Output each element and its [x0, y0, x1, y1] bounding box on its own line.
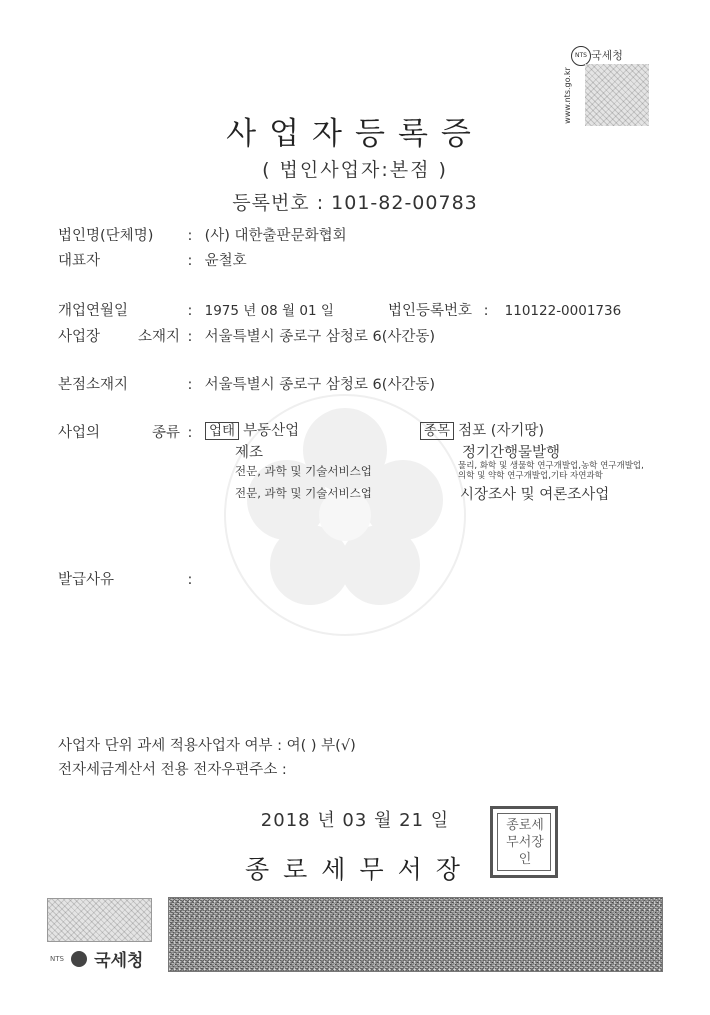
type-item-2: 제조 — [235, 445, 264, 461]
type-item-3: 전문, 과학 및 기술서비스업 — [235, 464, 372, 478]
nts-abbr: NTS — [50, 954, 64, 963]
item-2: 정기간행물발행 — [462, 445, 561, 461]
item-tag: 종목 — [420, 422, 454, 440]
nts-footer-logo — [50, 946, 143, 970]
flower-icon — [71, 951, 87, 967]
email-label: 전자세금계산서 전용 전자우편주소 : — [58, 762, 287, 778]
item-4: 의학 및 약학 연구개발업,기타 자연과학 — [458, 471, 603, 481]
type-item-4: 전문, 과학 및 기술서비스업 — [235, 486, 372, 500]
type-col — [205, 419, 299, 440]
issue-date: 2018 년 03 월 21 일 — [260, 810, 450, 831]
document-subtitle: ( 법인사업자:본점 ) — [262, 159, 448, 181]
biz-type-row: 사업의 종류 : — [58, 421, 200, 442]
official-seal — [490, 806, 558, 878]
place-row: 사업장 소재지 : 서울특별시 종로구 삼청로 6(사간동) — [58, 325, 435, 346]
tax-unit-label: 사업자 단위 과세 적용사업자 여부 : — [58, 738, 283, 754]
open-date-label: 개업연월일 — [58, 303, 129, 319]
tax-unit-value: 여( ) 부(√) — [286, 738, 356, 754]
security-pattern — [168, 897, 663, 972]
seal-text: 종로세무서장인 — [506, 818, 544, 867]
rep-label: 대표자 — [58, 253, 101, 269]
side-url: www.nts.go.kr — [562, 67, 572, 124]
biz-type-label: 사업의 종류 — [58, 425, 180, 441]
registration-number: 등록번호 : 101-82-00783 — [232, 192, 478, 214]
corp-reg-value: 110122-0001736 — [504, 303, 622, 319]
open-date-row: 개업연월일 : 1975 년 08 월 01 일 — [58, 299, 334, 320]
tax-unit-row — [58, 734, 356, 755]
corp-reg-row: 법인등록번호 : 110122-0001736 — [388, 303, 622, 319]
document-title: 사업자등록증 — [226, 116, 484, 152]
item-5: 시장조사 및 여론조사업 — [460, 487, 610, 503]
item-3: 물리, 화학 및 생물학 연구개발업,농학 연구개발업, — [458, 461, 644, 471]
agency-badge-label: 국세청 — [591, 49, 623, 62]
corp-name-value: (사) 대한출판문화협회 — [204, 228, 347, 244]
item-1: 점포 (자기땅) — [458, 423, 545, 439]
nts-round-logo: NTS — [571, 46, 591, 66]
hq-value: 서울특별시 종로구 삼청로 6(사간동) — [204, 377, 436, 393]
corp-reg-label: 법인등록번호 — [388, 303, 473, 319]
footer-logo-text: 국세청 — [94, 951, 144, 971]
logo-hologram — [47, 898, 152, 942]
issue-reason-label: 발급사유 — [58, 572, 115, 588]
issue-reason-row: 발급사유 : — [58, 568, 200, 589]
rep-value: 윤철호 — [204, 253, 247, 269]
open-date-value: 1975 년 08 월 01 일 — [204, 303, 334, 319]
hq-row: 본점소재지 : 서울특별시 종로구 삼청로 6(사간동) — [58, 373, 435, 394]
email-row — [58, 758, 287, 779]
corp-name-label: 법인명(단체명) — [58, 228, 154, 244]
type-tag: 업태 — [205, 422, 239, 440]
watermark-emblem — [215, 375, 475, 655]
corp-name-row: 법인명(단체명) : (사) 대한출판문화협회 — [58, 224, 347, 245]
hq-label: 본점소재지 — [58, 377, 129, 393]
tax-office-name: 종로세무서장 — [245, 855, 474, 884]
item-col — [420, 419, 544, 440]
place-label: 사업장 소재지 — [58, 329, 180, 345]
rep-row: 대표자 : 윤철호 — [58, 249, 247, 270]
place-value: 서울특별시 종로구 삼청로 6(사간동) — [204, 329, 436, 345]
type-item-1: 부동산업 — [243, 423, 300, 439]
